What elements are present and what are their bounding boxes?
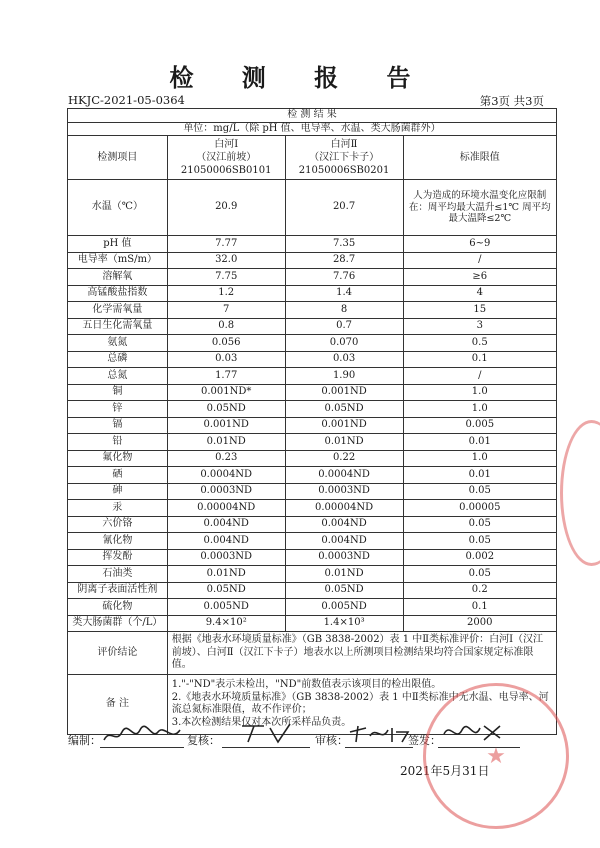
cell-sample-2: 20.7 — [285, 180, 403, 236]
reviewer-label: 复核： — [187, 734, 220, 747]
sample-2-name: 白河Ⅱ — [330, 139, 358, 150]
table-row — [68, 582, 557, 599]
table-row — [68, 285, 557, 302]
sample-2-code: 21050006SB0201 — [298, 165, 390, 176]
cell-sample-1: 0.01ND — [167, 566, 285, 583]
cell-limit: 0.05 — [403, 533, 556, 550]
cell-sample-2: 0.001ND — [285, 417, 403, 434]
conclusion-label: 评价结论 — [68, 632, 168, 675]
cell-sample-2: 0.01ND — [285, 434, 403, 451]
cell-limit: 0.5 — [403, 335, 556, 352]
auditor-label: 审核： — [315, 734, 348, 747]
cell-sample-2: 0.004ND — [285, 516, 403, 533]
table-row — [68, 384, 557, 401]
table-row — [68, 417, 557, 434]
cell-limit: ≥6 — [403, 269, 556, 286]
table-row — [68, 483, 557, 500]
cell-sample-1: 0.005ND — [167, 599, 285, 616]
conclusion-row — [68, 632, 557, 675]
cell-sample-1: 0.001ND — [167, 417, 285, 434]
page-indicator: 第3页 共3页 — [479, 94, 544, 108]
cell-sample-2: 0.070 — [285, 335, 403, 352]
cell-sample-2: 0.005ND — [285, 599, 403, 616]
official-seal — [423, 683, 569, 829]
cell-sample-2: 0.004ND — [285, 533, 403, 550]
header-sample-1 — [167, 136, 285, 180]
cell-sample-1: 0.03 — [167, 351, 285, 368]
table-row — [68, 549, 557, 566]
cell-sample-2: 7.76 — [285, 269, 403, 286]
table-row — [68, 401, 557, 418]
cell-sample-1: 32.0 — [167, 252, 285, 269]
cell-limit: 0.00005 — [403, 500, 556, 517]
cell-sample-2: 0.05ND — [285, 401, 403, 418]
cell-item: 溶解氧 — [68, 269, 168, 286]
cell-item: 氨氮 — [68, 335, 168, 352]
cell-sample-2: 0.05ND — [285, 582, 403, 599]
unit-note: 单位：mg/L（除 pH 值、电导率、水温、类大肠菌群外） — [68, 122, 557, 136]
remark-item: 2.《地表水环境质量标准》（GB 3838-2002）表 1 中Ⅱ类标准中无水温、电导率、河流总氮标准限值，故不作评价； — [171, 691, 549, 715]
compiler-signature — [102, 724, 182, 746]
cell-limit: 1.0 — [403, 450, 556, 467]
cell-limit: 0.01 — [403, 467, 556, 484]
cell-item: 镉 — [68, 417, 168, 434]
table-row — [68, 467, 557, 484]
cell-limit: 0.2 — [403, 582, 556, 599]
table-row — [68, 434, 557, 451]
reviewer-signature — [236, 720, 296, 746]
cell-item: 铅 — [68, 434, 168, 451]
table-row — [68, 236, 557, 253]
table-row — [68, 368, 557, 385]
compiler-label: 编制： — [68, 734, 101, 747]
cell-item: 硒 — [68, 467, 168, 484]
table-row — [68, 516, 557, 533]
cell-item: 水温（℃） — [68, 180, 168, 236]
cell-sample-1: 0.05ND — [167, 401, 285, 418]
cell-item: 总磷 — [68, 351, 168, 368]
cell-item: 五日生化需氧量 — [68, 318, 168, 335]
cell-limit: 人为造成的环境水温变化应限制在：周平均最大温升≤1℃ 周平均最大温降≤2℃ — [403, 180, 556, 236]
cell-limit: 3 — [403, 318, 556, 335]
cell-limit: 0.002 — [403, 549, 556, 566]
cell-item: 锌 — [68, 401, 168, 418]
table-row — [68, 351, 557, 368]
cell-sample-1: 20.9 — [167, 180, 285, 236]
cell-sample-1: 0.001ND* — [167, 384, 285, 401]
signing-date: 2021年5月31日 — [400, 764, 490, 778]
cell-sample-1: 7.75 — [167, 269, 285, 286]
table-row — [68, 269, 557, 286]
cell-sample-2: 1.4 — [285, 285, 403, 302]
cell-item: 挥发酚 — [68, 549, 168, 566]
seal-star-icon: ★ — [486, 744, 506, 769]
auditor-line — [345, 747, 413, 748]
cell-limit: 0.005 — [403, 417, 556, 434]
cell-limit: 2000 — [403, 615, 556, 632]
cell-item: 氰化物 — [68, 533, 168, 550]
cell-limit: 1.0 — [403, 401, 556, 418]
cell-sample-2: 0.7 — [285, 318, 403, 335]
report-title: 检 测 报 告 — [169, 63, 431, 92]
cell-item: 氟化物 — [68, 450, 168, 467]
cell-limit: 0.05 — [403, 516, 556, 533]
header-row — [68, 136, 557, 180]
cell-limit: 0.1 — [403, 351, 556, 368]
cell-item: 电导率（mS/m） — [68, 252, 168, 269]
cell-sample-2: 8 — [285, 302, 403, 319]
table-row — [68, 500, 557, 517]
cell-sample-2: 0.0003ND — [285, 549, 403, 566]
cell-limit: 1.0 — [403, 384, 556, 401]
cell-sample-1: 0.8 — [167, 318, 285, 335]
cell-item: 阴离子表面活性剂 — [68, 582, 168, 599]
cell-item: 硫化物 — [68, 599, 168, 616]
cell-limit: / — [403, 368, 556, 385]
cell-sample-1: 0.004ND — [167, 533, 285, 550]
sample-2-location: （汉江下卡子） — [309, 152, 380, 163]
cell-limit: / — [403, 252, 556, 269]
table-row — [68, 335, 557, 352]
cell-limit: 15 — [403, 302, 556, 319]
auditor-signature — [346, 722, 412, 746]
sample-1-code: 21050006SB0101 — [180, 165, 272, 176]
cell-sample-2: 0.001ND — [285, 384, 403, 401]
report-number: HKJC-2021-05-0364 — [68, 93, 185, 107]
cell-sample-1: 0.056 — [167, 335, 285, 352]
sample-1-location: （汉江前坡） — [196, 152, 257, 163]
cell-sample-1: 7.77 — [167, 236, 285, 253]
table-row — [68, 615, 557, 632]
table-row — [68, 318, 557, 335]
cell-sample-2: 0.0003ND — [285, 483, 403, 500]
cell-item: 类大肠菌群（个/L） — [68, 615, 168, 632]
table-row — [68, 180, 557, 236]
table-row — [68, 566, 557, 583]
cell-limit: 4 — [403, 285, 556, 302]
remark-item: 1."-"ND"表示未检出，"ND"前数值表示该项目的检出限值。 — [171, 679, 442, 690]
cell-sample-1: 0.0003ND — [167, 483, 285, 500]
cell-sample-2: 28.7 — [285, 252, 403, 269]
cell-sample-1: 9.4×10² — [167, 615, 285, 632]
cell-sample-1: 1.77 — [167, 368, 285, 385]
cell-sample-1: 0.004ND — [167, 516, 285, 533]
table-row — [68, 533, 557, 550]
cell-sample-1: 0.23 — [167, 450, 285, 467]
cell-limit: 0.05 — [403, 566, 556, 583]
cell-limit: 6~9 — [403, 236, 556, 253]
cell-sample-1: 0.0003ND — [167, 549, 285, 566]
cell-sample-2: 1.4×10³ — [285, 615, 403, 632]
cell-item: 石油类 — [68, 566, 168, 583]
table-row — [68, 252, 557, 269]
conclusion-text: 根据《地表水环境质量标准》（GB 3838-2002）表 1 中Ⅱ类标准评价：白河Ⅰ（汉江前坡）、白河Ⅱ（汉江下卡子）地表水以上所测项目检测结果均符合国家规定标准限值。 — [167, 632, 556, 675]
cell-sample-1: 1.2 — [167, 285, 285, 302]
header-limit: 标准限值 — [403, 136, 556, 180]
table-caption: 检 测 结 果 — [68, 109, 557, 123]
remarks-label: 备 注 — [68, 674, 168, 734]
cell-limit: 0.1 — [403, 599, 556, 616]
compiler-line — [100, 747, 184, 748]
cell-item: 化学需氧量 — [68, 302, 168, 319]
cell-limit: 0.05 — [403, 483, 556, 500]
cell-item: 高锰酸盐指数 — [68, 285, 168, 302]
cell-item: 铜 — [68, 384, 168, 401]
signer-label: 签发： — [408, 734, 441, 747]
cell-sample-1: 0.00004ND — [167, 500, 285, 517]
cell-sample-2: 0.03 — [285, 351, 403, 368]
cell-item: 砷 — [68, 483, 168, 500]
cell-sample-2: 0.22 — [285, 450, 403, 467]
cell-sample-1: 0.01ND — [167, 434, 285, 451]
reviewer-line — [222, 747, 310, 748]
remark-item: 3.本次检测结果仅对本次所采样品负责。 — [171, 716, 352, 728]
table-row — [68, 599, 557, 616]
seam-seal — [560, 420, 600, 566]
table-row — [68, 302, 557, 319]
cell-sample-2: 0.0004ND — [285, 467, 403, 484]
cell-sample-1: 7 — [167, 302, 285, 319]
cell-limit: 0.01 — [403, 434, 556, 451]
cell-item: 汞 — [68, 500, 168, 517]
cell-sample-2: 7.35 — [285, 236, 403, 253]
cell-item: pH 值 — [68, 236, 168, 253]
sample-1-name: 白河Ⅰ — [214, 139, 239, 150]
cell-sample-1: 0.0004ND — [167, 467, 285, 484]
cell-sample-2: 0.01ND — [285, 566, 403, 583]
cell-item: 总氮 — [68, 368, 168, 385]
cell-item: 六价铬 — [68, 516, 168, 533]
header-sample-2 — [285, 136, 403, 180]
table-row — [68, 450, 557, 467]
results-table — [67, 108, 557, 735]
header-item: 检测项目 — [68, 136, 168, 180]
cell-sample-1: 0.05ND — [167, 582, 285, 599]
cell-sample-2: 0.00004ND — [285, 500, 403, 517]
cell-sample-2: 1.90 — [285, 368, 403, 385]
